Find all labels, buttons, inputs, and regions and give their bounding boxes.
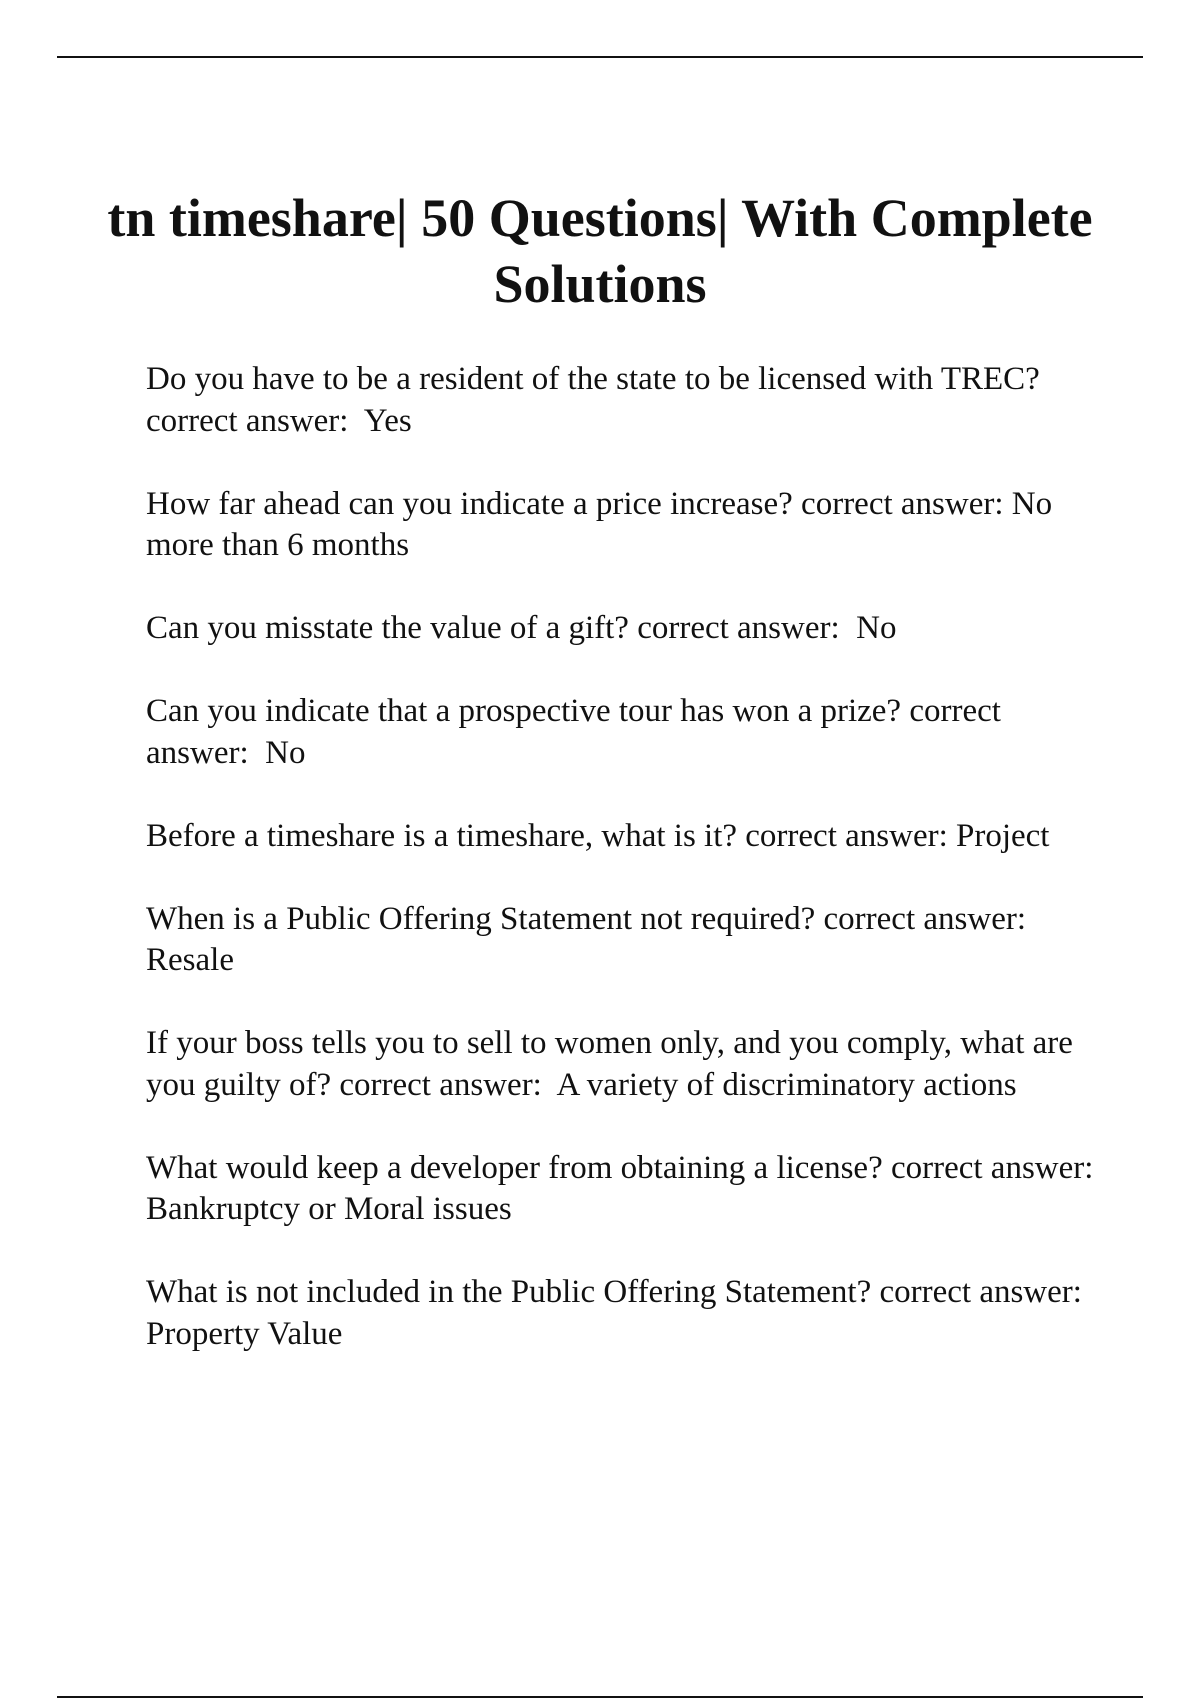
top-divider xyxy=(57,56,1143,58)
qa-item-1: Do you have to be a resident of the state to be licensed with TREC? correct answer: Yes xyxy=(146,361,1049,439)
qa-item-7: If your boss tells you to sell to women only, and you comply, what are you guilty of? correct answer: A variety of discriminatory actions xyxy=(146,1025,1082,1103)
qa-item-3: Can you misstate the value of a gift? correct answer: No xyxy=(146,610,897,646)
qa-item-8: What would keep a developer from obtaining a license? correct answer: Bankruptcy or Moral issues xyxy=(146,1149,1110,1227)
qa-item-6: When is a Public Offering Statement not required? correct answer: Resale xyxy=(146,900,1043,978)
qa-list xyxy=(146,359,1110,1397)
qa-item-4: Can you indicate that a prospective tour has won a prize? correct answer: No xyxy=(146,693,1010,771)
page-title: tn timeshare| 50 Questions| With Complete Solutions xyxy=(107,188,1093,314)
bottom-divider xyxy=(57,1696,1143,1698)
qa-item-9: What is not included in the Public Offering Statement? correct answer: Property Value xyxy=(146,1274,1099,1352)
qa-item-5: Before a timeshare is a timeshare, what is it? correct answer: Project xyxy=(146,817,1050,854)
qa-item-2: How far ahead can you indicate a price increase? correct answer: No more than 6 months xyxy=(146,485,1061,563)
